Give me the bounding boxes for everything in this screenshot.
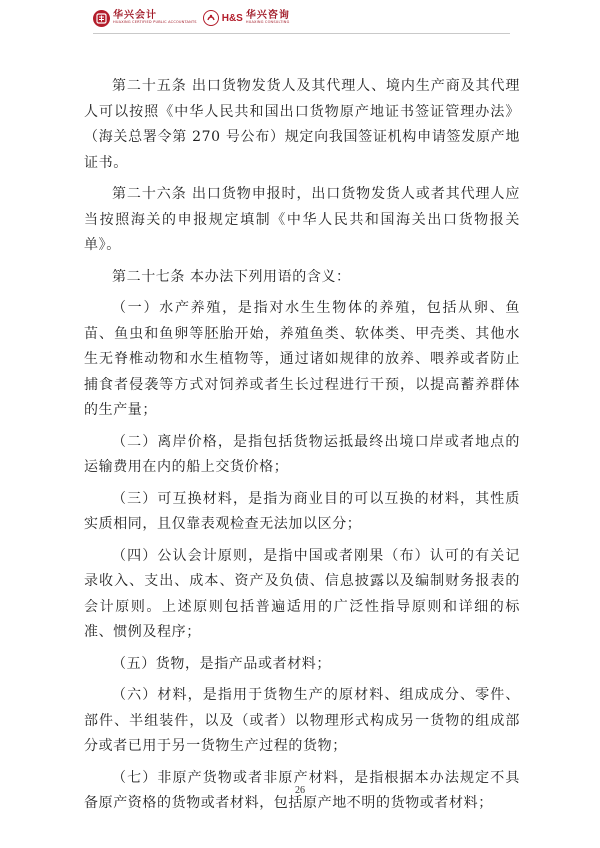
definition-fob-price: （二）离岸价格，是指包括货物运抵最终出境口岸或者地点的运输费用在内的船上交货价格； [84, 433, 520, 475]
definition-non-originating: （七）非原产货物或者非原产材料，是指根据本办法规定不具备原产资格的货物或者材料，包括原产地不明的货物或者材料； [84, 769, 520, 811]
definition-aquaculture: （一）水产养殖，是指对水生生物体的养殖，包括从卵、鱼苗、鱼虫和鱼卵等胚胎开始，养殖鱼类、软体类、甲壳类、其他水生无脊椎动物和水生植物等，通过诸如规律的放养、喂养或者防止捕食者侵袭等方式对饲养或者生长过程进行干预，以提高蓄养群体的生产量； [84, 300, 520, 418]
logo2-name: 华兴咨询 [245, 10, 290, 22]
huaxing-accounting-logo [93, 10, 197, 27]
page-header [93, 6, 290, 30]
huaxing-seal-icon [93, 10, 110, 27]
definition-fungible-materials: （三）可互换材料，是指为商业目的可以互换的材料，其性质实质相同，且仅靠表观检查无法加以区分； [84, 490, 520, 532]
header-divider [93, 33, 510, 34]
definition-gaap: （四）公认会计原则，是指中国或者刚果（布）认可的有关记录收入、支出、成本、资产及负债、信息披露以及编制财务报表的会计原则。上述原则包括普遍适用的广泛性指导原则和详细的标准、惯例及程序； [84, 547, 520, 640]
article-25-paragraph: 第二十五条 出口货物发货人及其代理人、境内生产商及其代理人可以按照《中华人民共和国出口货物原产地证书签证管理办法》（海关总署令第 270 号公布）规定向我国签证机构申请签发原产地证书。 [84, 78, 520, 171]
logo1-name: 华兴会计 [113, 10, 157, 22]
article-26-paragraph: 第二十六条 出口货物申报时，出口货物发货人或者其代理人应当按照海关的申报规定填制《中华人民共和国海关出口货物报关单》。 [84, 186, 520, 253]
logo1-subtitle: HUAXING CERTIFIED PUBLIC ACCOUNTANTS [113, 20, 197, 25]
hs-consulting-logo [203, 10, 290, 26]
document-body [84, 74, 520, 823]
hs-circle-icon [203, 10, 219, 26]
page-number: 26 [295, 785, 305, 796]
logo2-hs-text: H&S [221, 12, 243, 24]
article-27-heading: 第二十七条 本办法下列用语的含义： [112, 268, 351, 285]
definition-materials: （六）材料，是指用于货物生产的原材料、组成成分、零件、部件、半组装件，以及（或者）以物理形式构成另一货物的组成部分或者已用于另一货物生产过程的货物； [84, 687, 520, 754]
definition-goods: （五）货物，是指产品或者材料； [112, 655, 331, 672]
logo2-subtitle: HUAXING CONSULTING [245, 20, 290, 25]
